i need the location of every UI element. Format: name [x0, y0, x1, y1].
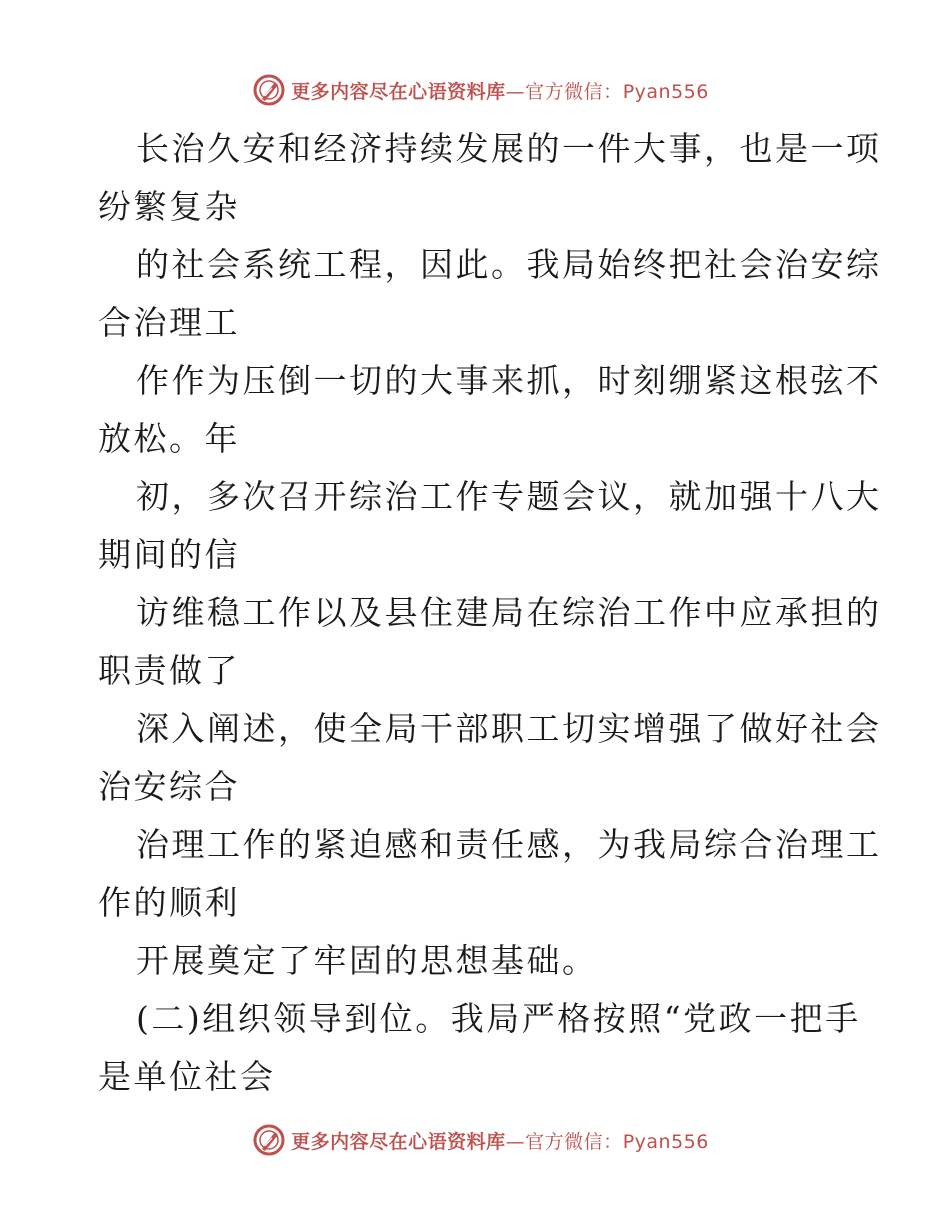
body-line: 开展奠定了牢固的思想基础。 — [136, 941, 598, 980]
footer-banner — [0, 1120, 950, 1160]
quill-pen-logo-icon — [253, 74, 285, 106]
banner-contact-id: Pyan556 — [622, 1130, 709, 1153]
body-line: 是单位社会 — [98, 1057, 276, 1096]
body-line: 放松。年 — [98, 419, 240, 458]
body-line: 作的顺利 — [98, 883, 240, 922]
body-line: 治理工作的紧迫感和责任感，为我局综合治理工 — [136, 825, 882, 864]
body-line: (二)组织领导到位。我局严格按照“党政一把手 — [136, 999, 861, 1038]
document-body — [98, 120, 882, 1106]
body-line: 深入阐述，使全局干部职工切实增强了做好社会 — [136, 709, 882, 748]
body-line: 长治久安和经济持续发展的一件大事，也是一项 — [136, 129, 882, 168]
banner-separator: — — [505, 80, 526, 103]
banner-brand: 更多内容尽在心语资料库 — [291, 1130, 506, 1153]
banner-text — [291, 1127, 709, 1154]
body-line: 访维稳工作以及县住建局在综治工作中应承担的 — [136, 593, 882, 632]
banner-contact-id: Pyan556 — [622, 80, 709, 103]
banner-separator: — — [505, 1130, 526, 1153]
body-line: 期间的信 — [98, 535, 240, 574]
body-line: 初，多次召开综治工作专题会议，就加强十八大 — [136, 477, 882, 516]
body-line: 纷繁复杂 — [98, 187, 240, 226]
body-line: 治安综合 — [98, 767, 240, 806]
body-line: 合治理工 — [98, 303, 240, 342]
banner-contact-label: 官方微信： — [525, 80, 623, 103]
quill-pen-logo-icon — [253, 1124, 285, 1156]
banner-contact-label: 官方微信： — [525, 1130, 623, 1153]
body-line: 职责做了 — [98, 651, 240, 690]
body-line: 的社会系统工程，因此。我局始终把社会治安综 — [136, 245, 882, 284]
banner-brand: 更多内容尽在心语资料库 — [291, 80, 506, 103]
banner-text — [291, 77, 709, 104]
body-line: 作作为压倒一切的大事来抓，时刻绷紧这根弦不 — [136, 361, 882, 400]
header-banner — [0, 70, 950, 110]
